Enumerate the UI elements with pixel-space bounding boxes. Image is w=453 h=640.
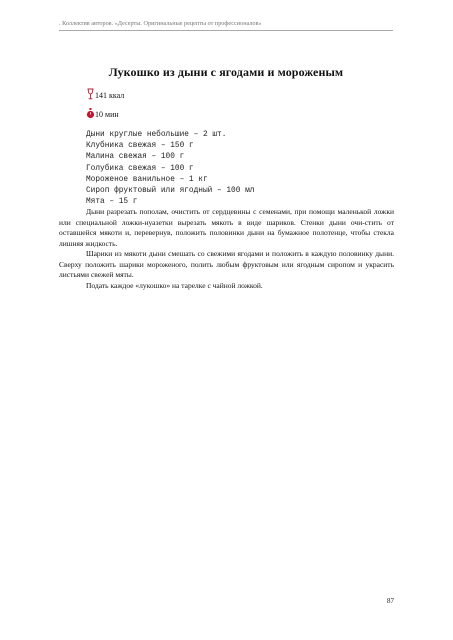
- calories-row: [86, 88, 124, 100]
- ingredient-item: Мороженое ванильное – 1 кг: [86, 175, 208, 184]
- ingredient-item: Мята – 15 г: [86, 198, 138, 207]
- time-row: [86, 107, 119, 119]
- ingredient-list: [86, 130, 254, 208]
- running-header: . Коллектив авторов. «Десерты. Оригинальные рецепты от профессионалов»: [59, 20, 262, 27]
- calories-value: 141 ккал: [95, 91, 125, 100]
- instruction-paragraph: Дыни разрезать пополам, очистить от сердцевины с семенами, при помощи маленькой ложки или специальной ложки-нуазетки вырезать мякоть в виде шариков. Стенки дыни очи-стить от оставшейся мякоти и, перевернув, положить половинки дыни на бумажное полотенце, чтобы стекла лишняя жидкость.: [59, 207, 394, 248]
- time-value: 10 мин: [95, 110, 119, 119]
- timer-icon: [86, 107, 95, 119]
- page-number: 87: [387, 597, 394, 605]
- ingredient-item: Дыни круглые небольшие – 2 шт.: [86, 131, 227, 139]
- instruction-paragraph: Шарики из мякоти дыни смешать со свежими ягодами и положить в каждую половинку дыни. Сверху положить шарики мороженого, полить любым фруктовым или ягодным сиропом и украсить листьями свежей мяты.: [59, 249, 394, 279]
- instruction-paragraph: Подать каждое «лукошко» на тарелке с чайной ложкой.: [86, 280, 263, 290]
- ingredient-item: Клубника свежая – 150 г: [86, 142, 194, 151]
- wine-glass-icon: [86, 88, 95, 100]
- ingredient-item: Малина свежая – 100 г: [86, 153, 185, 162]
- header-divider: [59, 30, 393, 31]
- ingredient-item: Голубика свежая – 100 г: [86, 164, 194, 173]
- recipe-instructions: [59, 207, 394, 291]
- ingredient-item: Сироп фруктовый или ягодный – 100 мл: [86, 187, 255, 196]
- recipe-title: Лукошко из дыни с ягодами и мороженым: [108, 65, 344, 79]
